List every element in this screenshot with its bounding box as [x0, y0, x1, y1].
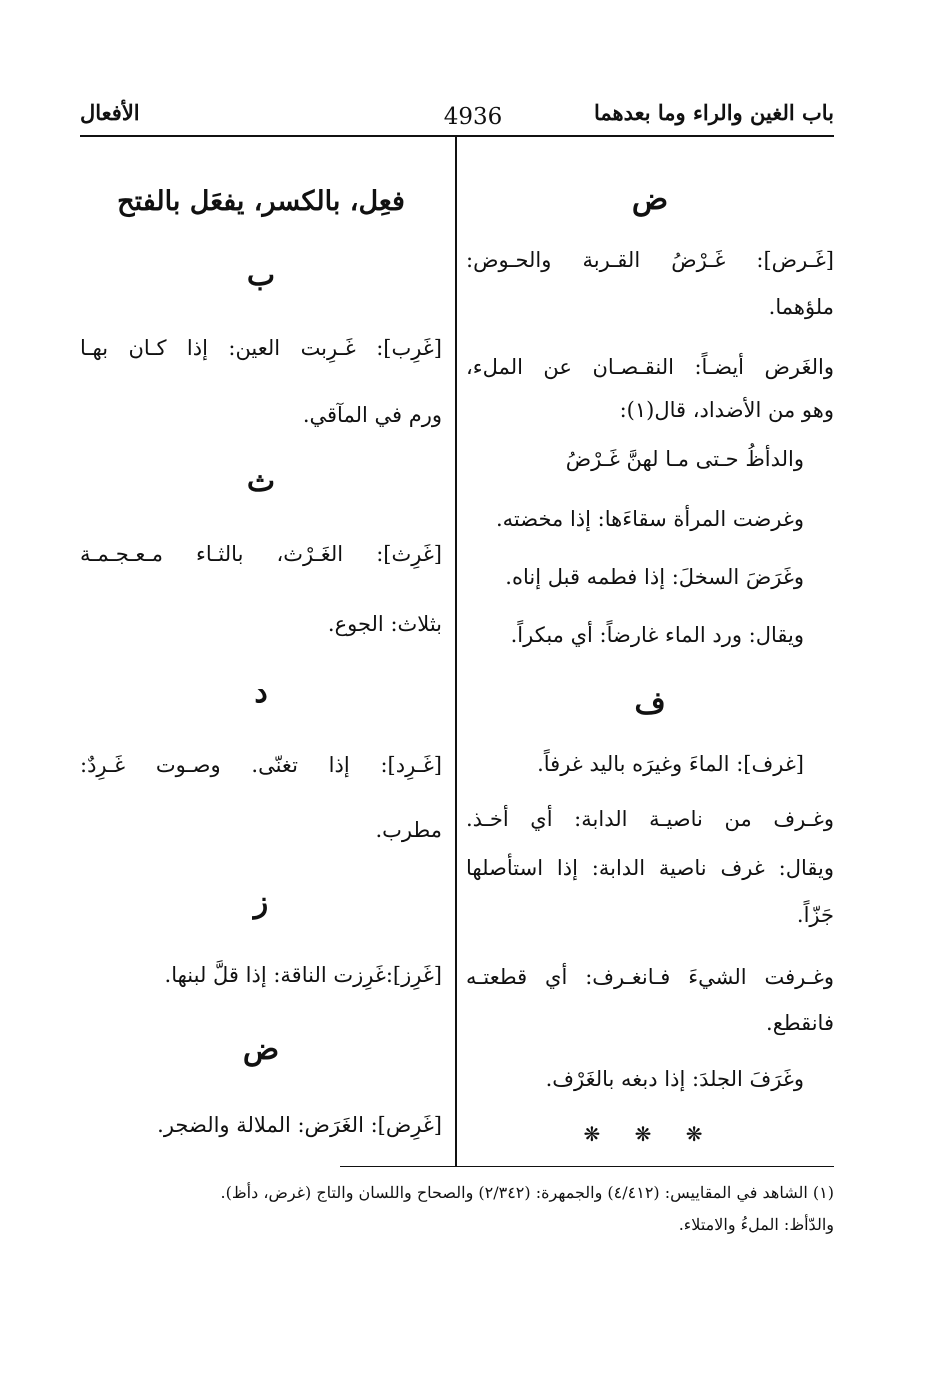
section-end-ornament: ❋ ❋ ❋ — [583, 1122, 717, 1146]
entry-line: [غرف]: الماءَ وغيرَه باليد غرفاً. — [537, 752, 804, 776]
letter-heading-fa: ف — [634, 686, 666, 721]
letter-heading-dal: د — [254, 675, 268, 710]
entry-line: مطرب. — [375, 818, 442, 842]
entry-line: [غَرِض]: الغَرَض: الملالة والضجر. — [157, 1113, 442, 1137]
entry-line: ورم في المآقي. — [302, 403, 442, 427]
entry-line: ويقال: غرف ناصية الدابة: إذا استأصلها — [466, 856, 834, 880]
entry-line: [غَرِب]: غَـرِبت العين: إذا كـان بهـا — [80, 336, 442, 360]
footnote-line: (١) الشاهد في المقاييس: (٤/٤١٢) والجمهرة: (٢/٣٤٢) والصحاح واللسان والتاج (غرض، دأظ). — [220, 1183, 834, 1202]
letter-heading-tha: ث — [246, 464, 276, 499]
section-title: باب الغين والراء وما بعدهما — [593, 100, 834, 125]
letter-heading-dad: ض — [631, 182, 669, 217]
column-divider — [455, 137, 457, 1167]
entry-line: وغَرَفَ الجلدَ: إذا دبغه بالغَرْف. — [545, 1067, 804, 1091]
entry-line: [غَـرض]: غَـرْضُ القـربة والحـوض: — [466, 248, 834, 272]
entry-line: [غَرِز]:غَرِزت الناقة: إذا قلَّ لبنها. — [164, 963, 442, 987]
entry-line: وغـرف من ناصيـة الدابة: أي أخـذ. — [466, 807, 834, 831]
chapter-title: الأفعال — [80, 100, 140, 125]
entry-line: بثلاث: الجوع. — [327, 612, 442, 636]
page-number: 4936 — [443, 104, 503, 130]
entry-line: وغـرفت الشيءَ فـانغـرف: أي قطعتـه — [466, 965, 834, 989]
letter-heading-dad: ض — [242, 1032, 280, 1067]
header-rule — [80, 135, 834, 137]
entry-line: [غَرِث]: الغَـرْث، بالثـاء مـعـجـمـة — [80, 542, 442, 566]
entry-line: فانقطع. — [766, 1011, 834, 1035]
entry-line: جَزّاً. — [796, 903, 834, 927]
entry-line: ويقال: ورد الماء غارضاً: أي مبكراً. — [510, 623, 804, 647]
letter-heading-ba: ب — [246, 258, 276, 293]
letter-heading-zay: ز — [253, 885, 269, 920]
entry-line: وهو من الأضداد، قال(١): — [619, 398, 834, 422]
entry-line: وغرضت المرأة سقاءَها: إذا مخضته. — [495, 507, 804, 531]
entry-line: ملؤهما. — [768, 295, 834, 319]
entry-line: وغَرَضَ السخلَ: إذا فطمه قبل إناه. — [505, 565, 804, 589]
entry-line: والغَرض أيضـاً: النقـصـان عن الملء، — [466, 355, 834, 379]
footnote-rule — [340, 1166, 834, 1167]
poetry-verse: والدأظُ حـتى مـا لهنَّ غَـرْضُ — [565, 447, 804, 471]
footnote-line: والدّأظ: الملءُ والامتلاء. — [678, 1215, 834, 1234]
verb-pattern-heading: فعِل، بالكسر، يفعَل بالفتح — [117, 186, 405, 217]
entry-line: [غَـرِد]: إذا تغنّى. وصـوت غَـرِدٌ: — [80, 753, 442, 777]
